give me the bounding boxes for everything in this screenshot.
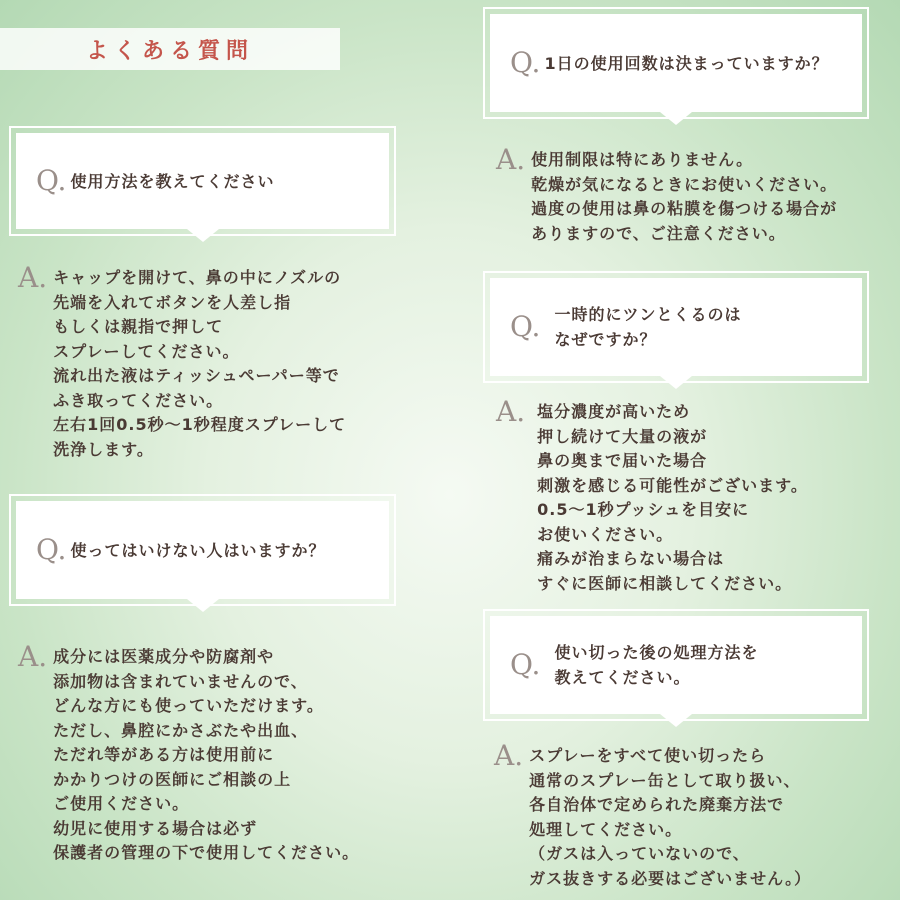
- answer-block-3: [496, 143, 838, 246]
- question-box-4: [490, 278, 862, 376]
- a-marker: A.: [496, 143, 526, 176]
- question-box-1: [16, 133, 389, 229]
- answer-text-2: 成分には医薬成分や防腐剤や 添加物は含まれていませんので、 どんな方にも使っていただけます。 ただし、鼻腔にかさぶたや出血、 ただれ等がある方は使用前に かかりつけの医師にご相談の上 ご使用ください。 幼児に使用する場合は必ず 保護者の管理の下で使用してください。: [53, 647, 360, 862]
- q-marker: Q.: [36, 164, 67, 197]
- a-marker: A.: [18, 261, 48, 294]
- answer-block-1: [18, 261, 347, 462]
- title-banner: [0, 28, 340, 70]
- answer-text-4: 塩分濃度が高いため 押し続けて大量の液が 鼻の奥まで届いた場合 刺激を感じる可能性がございます。 0.5～1秒プッシュを目安に お使いください。 痛みが治まらない場合は すぐに医師に相談してください。: [537, 402, 808, 593]
- a-marker: A.: [18, 640, 48, 673]
- q-marker: Q.: [510, 648, 541, 681]
- answer-block-2: [18, 640, 360, 866]
- q-marker: Q.: [510, 310, 541, 343]
- answer-text-5: スプレーをすべて使い切ったら 通常のスプレー缶として取り扱い、 各自治体で定められた廃棄方法で 処理してください。 （ガスは入っていないので、 ガス抜きする必要はございません。）: [529, 746, 812, 888]
- a-marker: A.: [494, 739, 524, 772]
- answer-block-4: [496, 395, 808, 596]
- q-marker: Q.: [510, 46, 541, 79]
- question-box-5: [490, 616, 862, 714]
- answer-text-1: キャップを開けて、鼻の中にノズルの 先端を入れてボタンを人差し指 もしくは親指で押して スプレーしてください。 流れ出た液はティッシュペーパー等で ふき取ってください。 左右1回0.5秒～1秒程度スプレーして 洗浄します。: [53, 268, 347, 459]
- answer-text-3: 使用制限は特にありません。 乾燥が気になるときにお使いください。 過度の使用は鼻の粘膜を傷つける場合が ありますので、ご注意ください。: [531, 150, 838, 243]
- question-text-3: 1日の使用回数は決まっていますか？: [544, 53, 829, 73]
- question-box-3: [490, 14, 862, 112]
- question-text-4: 一時的にツンとくるのは なぜですか？: [554, 305, 742, 349]
- question-text-2: 使ってはいけない人はいますか？: [70, 540, 326, 560]
- answer-block-5: [494, 739, 812, 891]
- question-text-5: 使い切った後の処理方法を 教えてください。: [554, 643, 759, 687]
- question-box-2: [16, 501, 389, 599]
- question-text-1: 使用方法を教えてください: [70, 171, 275, 191]
- page-title: よくある質問: [85, 38, 254, 64]
- a-marker: A.: [496, 395, 526, 428]
- q-marker: Q.: [36, 533, 67, 566]
